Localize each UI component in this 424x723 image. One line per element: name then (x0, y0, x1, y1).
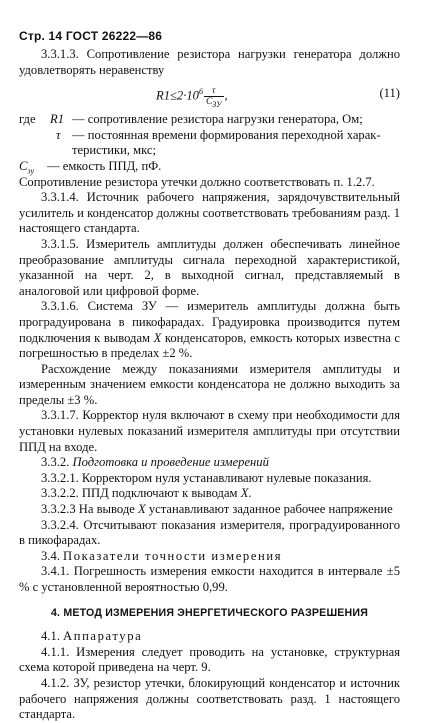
paragraph-3-4 (19, 549, 400, 565)
paragraph-3-3-1-6-part-a: 3.3.1.6. Система ЗУ — измеритель амплитуды должна быть проградуирована в пикофарадах. Градуировка производится путем подключения к выводам (19, 299, 400, 345)
paragraph-4-1 (19, 629, 400, 645)
paragraph-3-3-1-4: 3.3.1.4. Источник рабочего напряжения, зарядочувствительный усилитель и конденсатор должны соответствовать требованиям разд. 1 настоящего стандарта. (19, 190, 400, 236)
definition-tau (19, 128, 400, 144)
symbol-c-letter: C (19, 158, 28, 173)
section-heading-4: 4. МЕТОД ИЗМЕРЕНИЯ ЭНЕРГЕТИЧЕСКОГО РАЗРЕШЕНИЯ (50, 606, 369, 619)
paragraph-3-3-2-3-part-a: 3.3.2.3 На выводе (41, 502, 138, 517)
symbol-r1: R1 (50, 112, 64, 127)
subsection-number: 3.3.2. (41, 455, 73, 470)
symbol-tau: τ (56, 127, 61, 142)
paragraph-3-3-1-3: 3.3.1.3. Сопротивление резистора нагрузки генератора должно удовлетворять неравенству (19, 47, 400, 77)
paragraph-3-3-2-2-part-b: . (248, 486, 252, 501)
fraction-denominator-subscript: ЗУ (212, 100, 222, 110)
paragraph-3-4-1: 3.4.1. Погрешность измерения емкости находится в интервале ±5 % с установленной вероятностью 0,99. (19, 564, 400, 594)
subsection-title: Показатели точности измерения (63, 548, 283, 563)
definition-tau-text: — постоянная времени формирования переходной харак- (72, 127, 381, 142)
formula-11 (19, 80, 400, 110)
definition-tau-continuation: теристики, мкс; (72, 143, 156, 158)
paragraph-3-3-2-3-part-b: устанавливают заданное рабочее напряжение (145, 502, 393, 517)
definition-r1 (19, 112, 400, 128)
formula-expression (156, 86, 228, 110)
paragraph-3-3-1-5: 3.3.1.5. Измеритель амплитуды должен обеспечивать линейное преобразование амплитуды сигнала переходной характеристикой, указанной на черт. 2, в выходной сигнал, представляемый в аналоговой или цифровой форме. (19, 236, 400, 298)
symbol-c (19, 159, 47, 175)
where-word: где (19, 112, 36, 127)
paragraph-3-3-2-2 (19, 486, 400, 502)
symbol-x: X (137, 502, 146, 517)
page-header: Стр. 14 ГОСТ 26222—86 (19, 29, 163, 43)
formula-number: (11) (379, 86, 400, 101)
paragraph-leak-resistor: Сопротивление резистора утечки должно соответствовать п. 1.2.7. (19, 174, 375, 189)
page-body (19, 47, 400, 723)
formula-fraction (204, 86, 224, 110)
paragraph-3-3-1-6-part-b: конденсаторов, емкость которых известна с погрешностью в пределах ±2 %. (19, 330, 400, 361)
symbol-x: X (153, 330, 162, 345)
subsection-number: 4.1. (41, 629, 64, 644)
paragraph-3-3-2-1: 3.3.2.1. Корректором нуля устанавливают нулевые показания. (41, 470, 372, 485)
paragraph-4-1-1: 4.1.1. Измерения следует проводить на установке, структурная схема которой приведена на черт. 9. (19, 644, 400, 675)
paragraph-3-3-2-3 (19, 502, 400, 518)
fraction-numerator: τ (204, 86, 224, 97)
subsection-number: 3.4. (41, 548, 64, 563)
symbol-x: X (240, 486, 249, 501)
formula-lhs: R1≤2·10 (156, 88, 199, 103)
fraction-denominator (204, 97, 224, 110)
formula-exponent: 6 (198, 87, 203, 97)
paragraph-4-1-2: 4.1.2. ЗУ, резистор утечки, блокирующий конденсатор и источник рабочего напряжения должны соответствовать разд. 1 настоящего стандарта. (19, 675, 400, 722)
formula-comma: , (224, 88, 228, 103)
paragraph-3-3-1-7: 3.3.1.7. Корректор нуля включают в схему при необходимости для установки нулевых показаний измерителя амплитуды при отсутствии ППД на входе. (19, 408, 400, 454)
paragraph-discrepancy: Расхождение между показаниями измерителя амплитуды и измеренным значением емкости конденсатора не должно выходить за пределы ±3 %. (19, 361, 400, 407)
definition-r1-text: — сопротивление резистора нагрузки генератора, Ом; (72, 112, 363, 127)
definition-c-text: — емкость ППД, пФ. (47, 158, 162, 173)
paragraph-3-3-2 (19, 455, 400, 471)
paragraph-3-3-2-2-part-a: 3.3.2.2. ППД подключают к выводам (41, 486, 241, 501)
definition-c (19, 159, 400, 175)
subsection-title: Подготовка и проведение измерений (72, 455, 269, 470)
paragraph-3-3-1-6 (19, 299, 400, 361)
subsection-title: Аппаратура (63, 629, 143, 644)
paragraph-3-3-2-4: 3.3.2.4. Отсчитывают показания измерителя, проградуированного в пикофарадах. (19, 517, 400, 548)
fraction-denominator-symbol: C (205, 97, 213, 108)
symbol-definitions (19, 112, 400, 174)
symbol-c-subscript: зу (27, 166, 35, 176)
